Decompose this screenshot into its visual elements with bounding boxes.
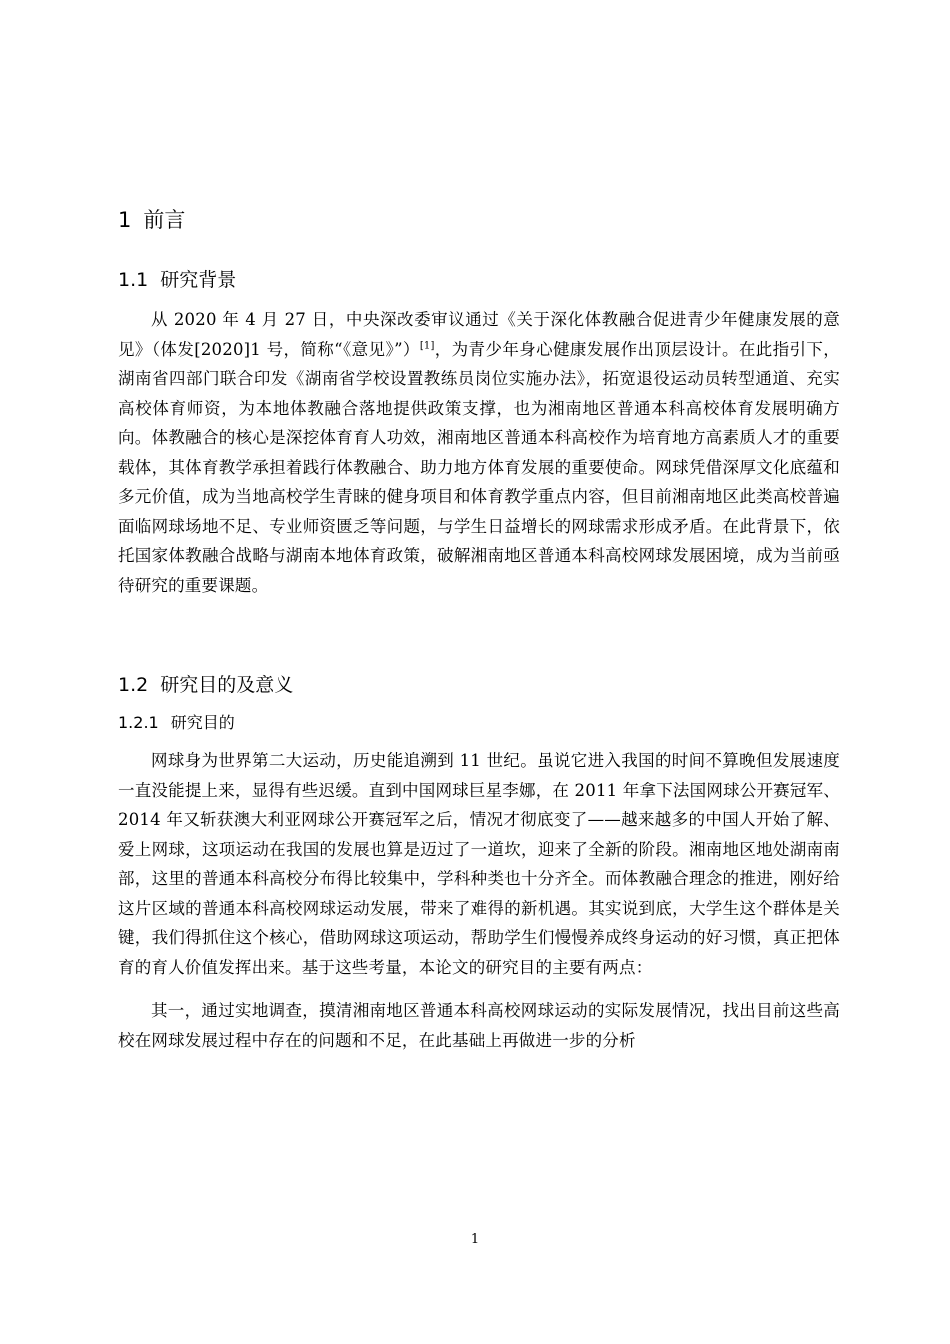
paragraph-text: ，为青少年身心健康发展作出顶层设计。在此指引下，湖南省四部门联合印发《湖南省学校设置教练员岗位实施办法》，拓宽退役运动员转型通道、充实高校体育师资，为本地体教融合落地提供政策支撑，也为湘南地区普通本科高校体育发展明确方向。体教融合的核心是深挖体育育人功效，湘南地区普通本科高校作为培育地方高素质人才的重要载体，其体育教学承担着践行体教融合、助力地方体育发展的重要使命。网球凭借深厚文化底蕴和多元价值，成为当地高校学生青睐的健身项目和体育教学重点内容，但目前湘南地区此类高校普遍面临网球场地不足、专业师资匮乏等问题，与学生日益增长的网球需求形成矛盾。在此背景下，依托国家体教融合战略与湖南本地体育政策，破解湘南地区普通本科高校网球发展困境，成为当前亟待研究的重要课题。 [118,339,840,595]
purpose-paragraph-2: 其一，通过实地调查，摸清湘南地区普通本科高校网球运动的实际发展情况，找出目前这些高校在网球发展过程中存在的问题和不足，在此基础上再做进一步的分析 [118,1001,840,1050]
section-number: 1.2 [118,674,149,696]
section-heading-1 [118,205,840,235]
page-number: 1 [470,1232,480,1247]
spacer [118,600,840,670]
spacer [118,982,840,996]
section-number: 1 [118,208,132,232]
section-title: 研究目的及意义 [160,674,294,696]
background-paragraph [118,305,840,600]
section-title: 前言 [143,208,186,232]
section-number: 1.1 [118,269,149,291]
section-heading-1-2 [118,670,840,700]
page-content [118,205,840,1055]
section-heading-1-2-1 [118,710,840,736]
section-heading-1-1 [118,265,840,295]
section-number: 1.2.1 [118,713,159,732]
citation-marker: [1] [419,340,435,351]
purpose-paragraph: 网球身为世界第二大运动，历史能追溯到 11 世纪。虽说它进入我国的时间不算晚但发展速度一直没能提上来，显得有些迟缓。直到中国网球巨星李娜，在 2011 年拿下法国网球公开赛冠军、2014 年又斩获澳大利亚网球公开赛冠军之后，情况才彻底变了——越来越多的中国人开始了解、爱上网球，这项运动在我国的发展也算是迈过了一道坎，迎来了全新的阶段。湘南地区地处湖南南部，这里的普通本科高校分布得比较集中，学科种类也十分齐全。而体教融合理念的推进，刚好给这片区域的普通本科高校网球运动发展，带来了难得的新机遇。其实说到底，大学生这个群体是关键，我们得抓住这个核心，借助网球这项运动，帮助学生们慢慢养成终身运动的好习惯，真正把体育的育人价值发挥出来。基于这些考量，本论文的研究目的主要有两点： [118,751,840,977]
section-title: 研究背景 [160,269,237,291]
section-title: 研究目的 [170,713,235,732]
paragraph-text: 从 2020 年 4 月 27 日，中央深改委审议通过《关于深化体教融合促进青少年健康发展的意见》（体发[2020]1 号，简称“《意见》”） [118,310,840,359]
